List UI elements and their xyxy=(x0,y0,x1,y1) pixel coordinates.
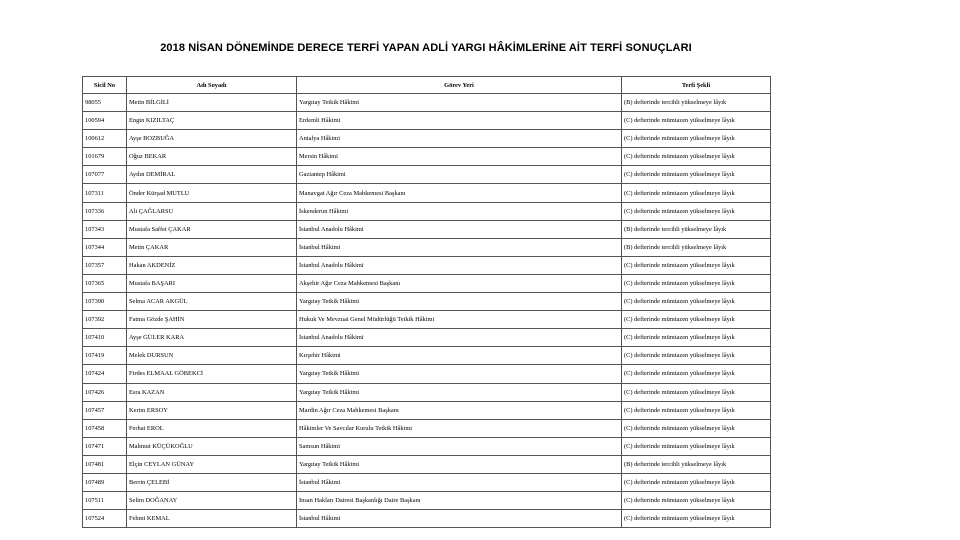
position-cell: Mersin Hâkimi xyxy=(297,148,622,166)
sicil-no-cell: 100594 xyxy=(83,112,127,130)
table-row xyxy=(83,293,771,311)
promotion-type-cell: (C) defterinde mümtazen yükselmeye lâyık xyxy=(622,311,771,329)
sicil-no-cell: 107077 xyxy=(83,166,127,184)
sicil-no-cell: 107424 xyxy=(83,365,127,383)
sicil-no-cell: 107471 xyxy=(83,437,127,455)
table-row xyxy=(83,238,771,256)
table-row xyxy=(83,148,771,166)
table-row xyxy=(83,220,771,238)
column-header-gorev-yeri: Görev Yeri xyxy=(297,77,622,94)
position-cell: Kırşehir Hâkimi xyxy=(297,347,622,365)
sicil-no-cell: 107336 xyxy=(83,202,127,220)
column-header-sicil-no: Sicil No xyxy=(83,77,127,94)
table-row xyxy=(83,473,771,491)
promotion-type-cell: (C) defterinde mümtazen yükselmeye lâyık xyxy=(622,293,771,311)
sicil-no-cell: 98055 xyxy=(83,94,127,112)
table-row xyxy=(83,274,771,292)
promotion-type-cell: (B) defterinde tercihli yükselmeye lâyık xyxy=(622,238,771,256)
table-row xyxy=(83,166,771,184)
name-cell: Melek DURSUN xyxy=(127,347,297,365)
promotion-type-cell: (C) defterinde mümtazen yükselmeye lâyık xyxy=(622,383,771,401)
table-row xyxy=(83,94,771,112)
sicil-no-cell: 107344 xyxy=(83,238,127,256)
promotion-type-cell: (B) defterinde tercihli yükselmeye lâyık xyxy=(622,220,771,238)
position-cell: İskenderun Hâkimi xyxy=(297,202,622,220)
sicil-no-cell: 107357 xyxy=(83,256,127,274)
position-cell: İnsan Hakları Dairesi Başkanlığı Daire Başkanı xyxy=(297,492,622,510)
table-row xyxy=(83,510,771,528)
table-row xyxy=(83,365,771,383)
position-cell: Mardin Ağır Ceza Mahkemesi Başkanı xyxy=(297,401,622,419)
name-cell: Oğuz BEKAR xyxy=(127,148,297,166)
name-cell: Önder Kürşad MUTLU xyxy=(127,184,297,202)
name-cell: Berrin ÇELEBİ xyxy=(127,473,297,491)
table-row xyxy=(83,256,771,274)
sicil-no-cell: 101679 xyxy=(83,148,127,166)
name-cell: Ayşe BOZBUĞA xyxy=(127,130,297,148)
name-cell: Mahmut KÜÇÜKOĞLU xyxy=(127,437,297,455)
table-row xyxy=(83,347,771,365)
sicil-no-cell: 107458 xyxy=(83,419,127,437)
results-table xyxy=(82,76,771,528)
table-row xyxy=(83,492,771,510)
name-cell: Kerim ERSOY xyxy=(127,401,297,419)
promotion-type-cell: (C) defterinde mümtazen yükselmeye lâyık xyxy=(622,419,771,437)
name-cell: Fatma Gözde ŞAHİN xyxy=(127,311,297,329)
name-cell: Selim DOĞANAY xyxy=(127,492,297,510)
promotion-type-cell: (C) defterinde mümtazen yükselmeye lâyık xyxy=(622,347,771,365)
table-row xyxy=(83,455,771,473)
position-cell: Yargıtay Tetkik Hâkimi xyxy=(297,365,622,383)
name-cell: Selma ACAR AKGÜL xyxy=(127,293,297,311)
position-cell: İstanbul Anadolu Hâkimi xyxy=(297,256,622,274)
name-cell: Metin BİLGİLİ xyxy=(127,94,297,112)
table-row xyxy=(83,437,771,455)
table-row xyxy=(83,202,771,220)
sicil-no-cell: 107365 xyxy=(83,274,127,292)
position-cell: Hukuk Ve Mevzuat Genel Müdürlüğü Tetkik Hâkimi xyxy=(297,311,622,329)
sicil-no-cell: 107343 xyxy=(83,220,127,238)
sicil-no-cell: 107390 xyxy=(83,293,127,311)
name-cell: Ferhat EROL xyxy=(127,419,297,437)
promotion-type-cell: (C) defterinde mümtazen yükselmeye lâyık xyxy=(622,130,771,148)
name-cell: Fehmi KEMAL xyxy=(127,510,297,528)
promotion-type-cell: (C) defterinde mümtazen yükselmeye lâyık xyxy=(622,112,771,130)
table-body xyxy=(83,94,771,528)
promotion-type-cell: (C) defterinde mümtazen yükselmeye lâyık xyxy=(622,256,771,274)
sicil-no-cell: 107410 xyxy=(83,329,127,347)
promotion-type-cell: (C) defterinde mümtazen yükselmeye lâyık xyxy=(622,274,771,292)
sicil-no-cell: 107481 xyxy=(83,455,127,473)
position-cell: İstanbul Anadolu Hâkimi xyxy=(297,220,622,238)
position-cell: Yargıtay Tetkik Hâkimi xyxy=(297,293,622,311)
position-cell: Erdemli Hâkimi xyxy=(297,112,622,130)
table-row xyxy=(83,383,771,401)
name-cell: Firdes ELMAAL GÖBEKCİ xyxy=(127,365,297,383)
position-cell: İstanbul Hâkimi xyxy=(297,238,622,256)
sicil-no-cell: 107489 xyxy=(83,473,127,491)
promotion-type-cell: (C) defterinde mümtazen yükselmeye lâyık xyxy=(622,166,771,184)
name-cell: Metin ÇAKAR xyxy=(127,238,297,256)
name-cell: Elçin CEYLAN GÜNAY xyxy=(127,455,297,473)
name-cell: Ayşe GÜLER KARA xyxy=(127,329,297,347)
position-cell: İstanbul Hâkimi xyxy=(297,510,622,528)
promotion-type-cell: (C) defterinde mümtazen yükselmeye lâyık xyxy=(622,202,771,220)
name-cell: Engin KIZILTAÇ xyxy=(127,112,297,130)
sicil-no-cell: 107426 xyxy=(83,383,127,401)
position-cell: Antalya Hâkimi xyxy=(297,130,622,148)
position-cell: Hâkimler Ve Savcılar Kurulu Tetkik Hâkimi xyxy=(297,419,622,437)
promotion-type-cell: (C) defterinde mümtazen yükselmeye lâyık xyxy=(622,473,771,491)
document-title: 2018 NİSAN DÖNEMİNDE DERECE TERFİ YAPAN ADLİ YARGI HÂKİMLERİNE AİT TERFİ SONUÇLARI xyxy=(160,42,692,54)
table-header-row xyxy=(83,77,771,94)
promotion-type-cell: (C) defterinde mümtazen yükselmeye lâyık xyxy=(622,365,771,383)
name-cell: Mustafa BAŞARI xyxy=(127,274,297,292)
promotion-type-cell: (B) defterinde tercihli yükselmeye lâyık xyxy=(622,94,771,112)
sicil-no-cell: 107524 xyxy=(83,510,127,528)
column-header-terfi-sekli: Terfi Şekli xyxy=(622,77,771,94)
name-cell: Hakan AKDENİZ xyxy=(127,256,297,274)
table-row xyxy=(83,130,771,148)
position-cell: İstanbul Anadolu Hâkimi xyxy=(297,329,622,347)
sicil-no-cell: 107511 xyxy=(83,492,127,510)
promotion-type-cell: (C) defterinde mümtazen yükselmeye lâyık xyxy=(622,437,771,455)
table-row xyxy=(83,419,771,437)
sicil-no-cell: 107457 xyxy=(83,401,127,419)
position-cell: Manavgat Ağır Ceza Mahkemesi Başkanı xyxy=(297,184,622,202)
position-cell: Yargıtay Tetkik Hâkimi xyxy=(297,455,622,473)
table-row xyxy=(83,329,771,347)
position-cell: Samsun Hâkimi xyxy=(297,437,622,455)
name-cell: Esra KAZAN xyxy=(127,383,297,401)
position-cell: Yargıtay Tetkik Hâkimi xyxy=(297,94,622,112)
promotion-type-cell: (C) defterinde mümtazen yükselmeye lâyık xyxy=(622,401,771,419)
promotion-type-cell: (C) defterinde mümtazen yükselmeye lâyık xyxy=(622,184,771,202)
position-cell: Yargıtay Tetkik Hâkimi xyxy=(297,383,622,401)
table-row xyxy=(83,311,771,329)
promotion-type-cell: (C) defterinde mümtazen yükselmeye lâyık xyxy=(622,329,771,347)
table-row xyxy=(83,112,771,130)
promotion-type-cell: (C) defterinde mümtazen yükselmeye lâyık xyxy=(622,510,771,528)
column-header-adi-soyadi: Adı Soyadı xyxy=(127,77,297,94)
name-cell: Ali ÇAĞLARSU xyxy=(127,202,297,220)
table-row xyxy=(83,401,771,419)
name-cell: Aydın DEMİRAL xyxy=(127,166,297,184)
name-cell: Mustafa Saffet ÇAKAR xyxy=(127,220,297,238)
table-row xyxy=(83,184,771,202)
promotion-type-cell: (C) defterinde mümtazen yükselmeye lâyık xyxy=(622,148,771,166)
sicil-no-cell: 107311 xyxy=(83,184,127,202)
position-cell: İstanbul Hâkimi xyxy=(297,473,622,491)
promotion-type-cell: (C) defterinde mümtazen yükselmeye lâyık xyxy=(622,492,771,510)
sicil-no-cell: 100612 xyxy=(83,130,127,148)
position-cell: Akşehir Ağır Ceza Mahkemesi Başkanı xyxy=(297,274,622,292)
sicil-no-cell: 107392 xyxy=(83,311,127,329)
sicil-no-cell: 107419 xyxy=(83,347,127,365)
position-cell: Gaziantep Hâkimi xyxy=(297,166,622,184)
promotion-type-cell: (B) defterinde tercihli yükselmeye lâyık xyxy=(622,455,771,473)
